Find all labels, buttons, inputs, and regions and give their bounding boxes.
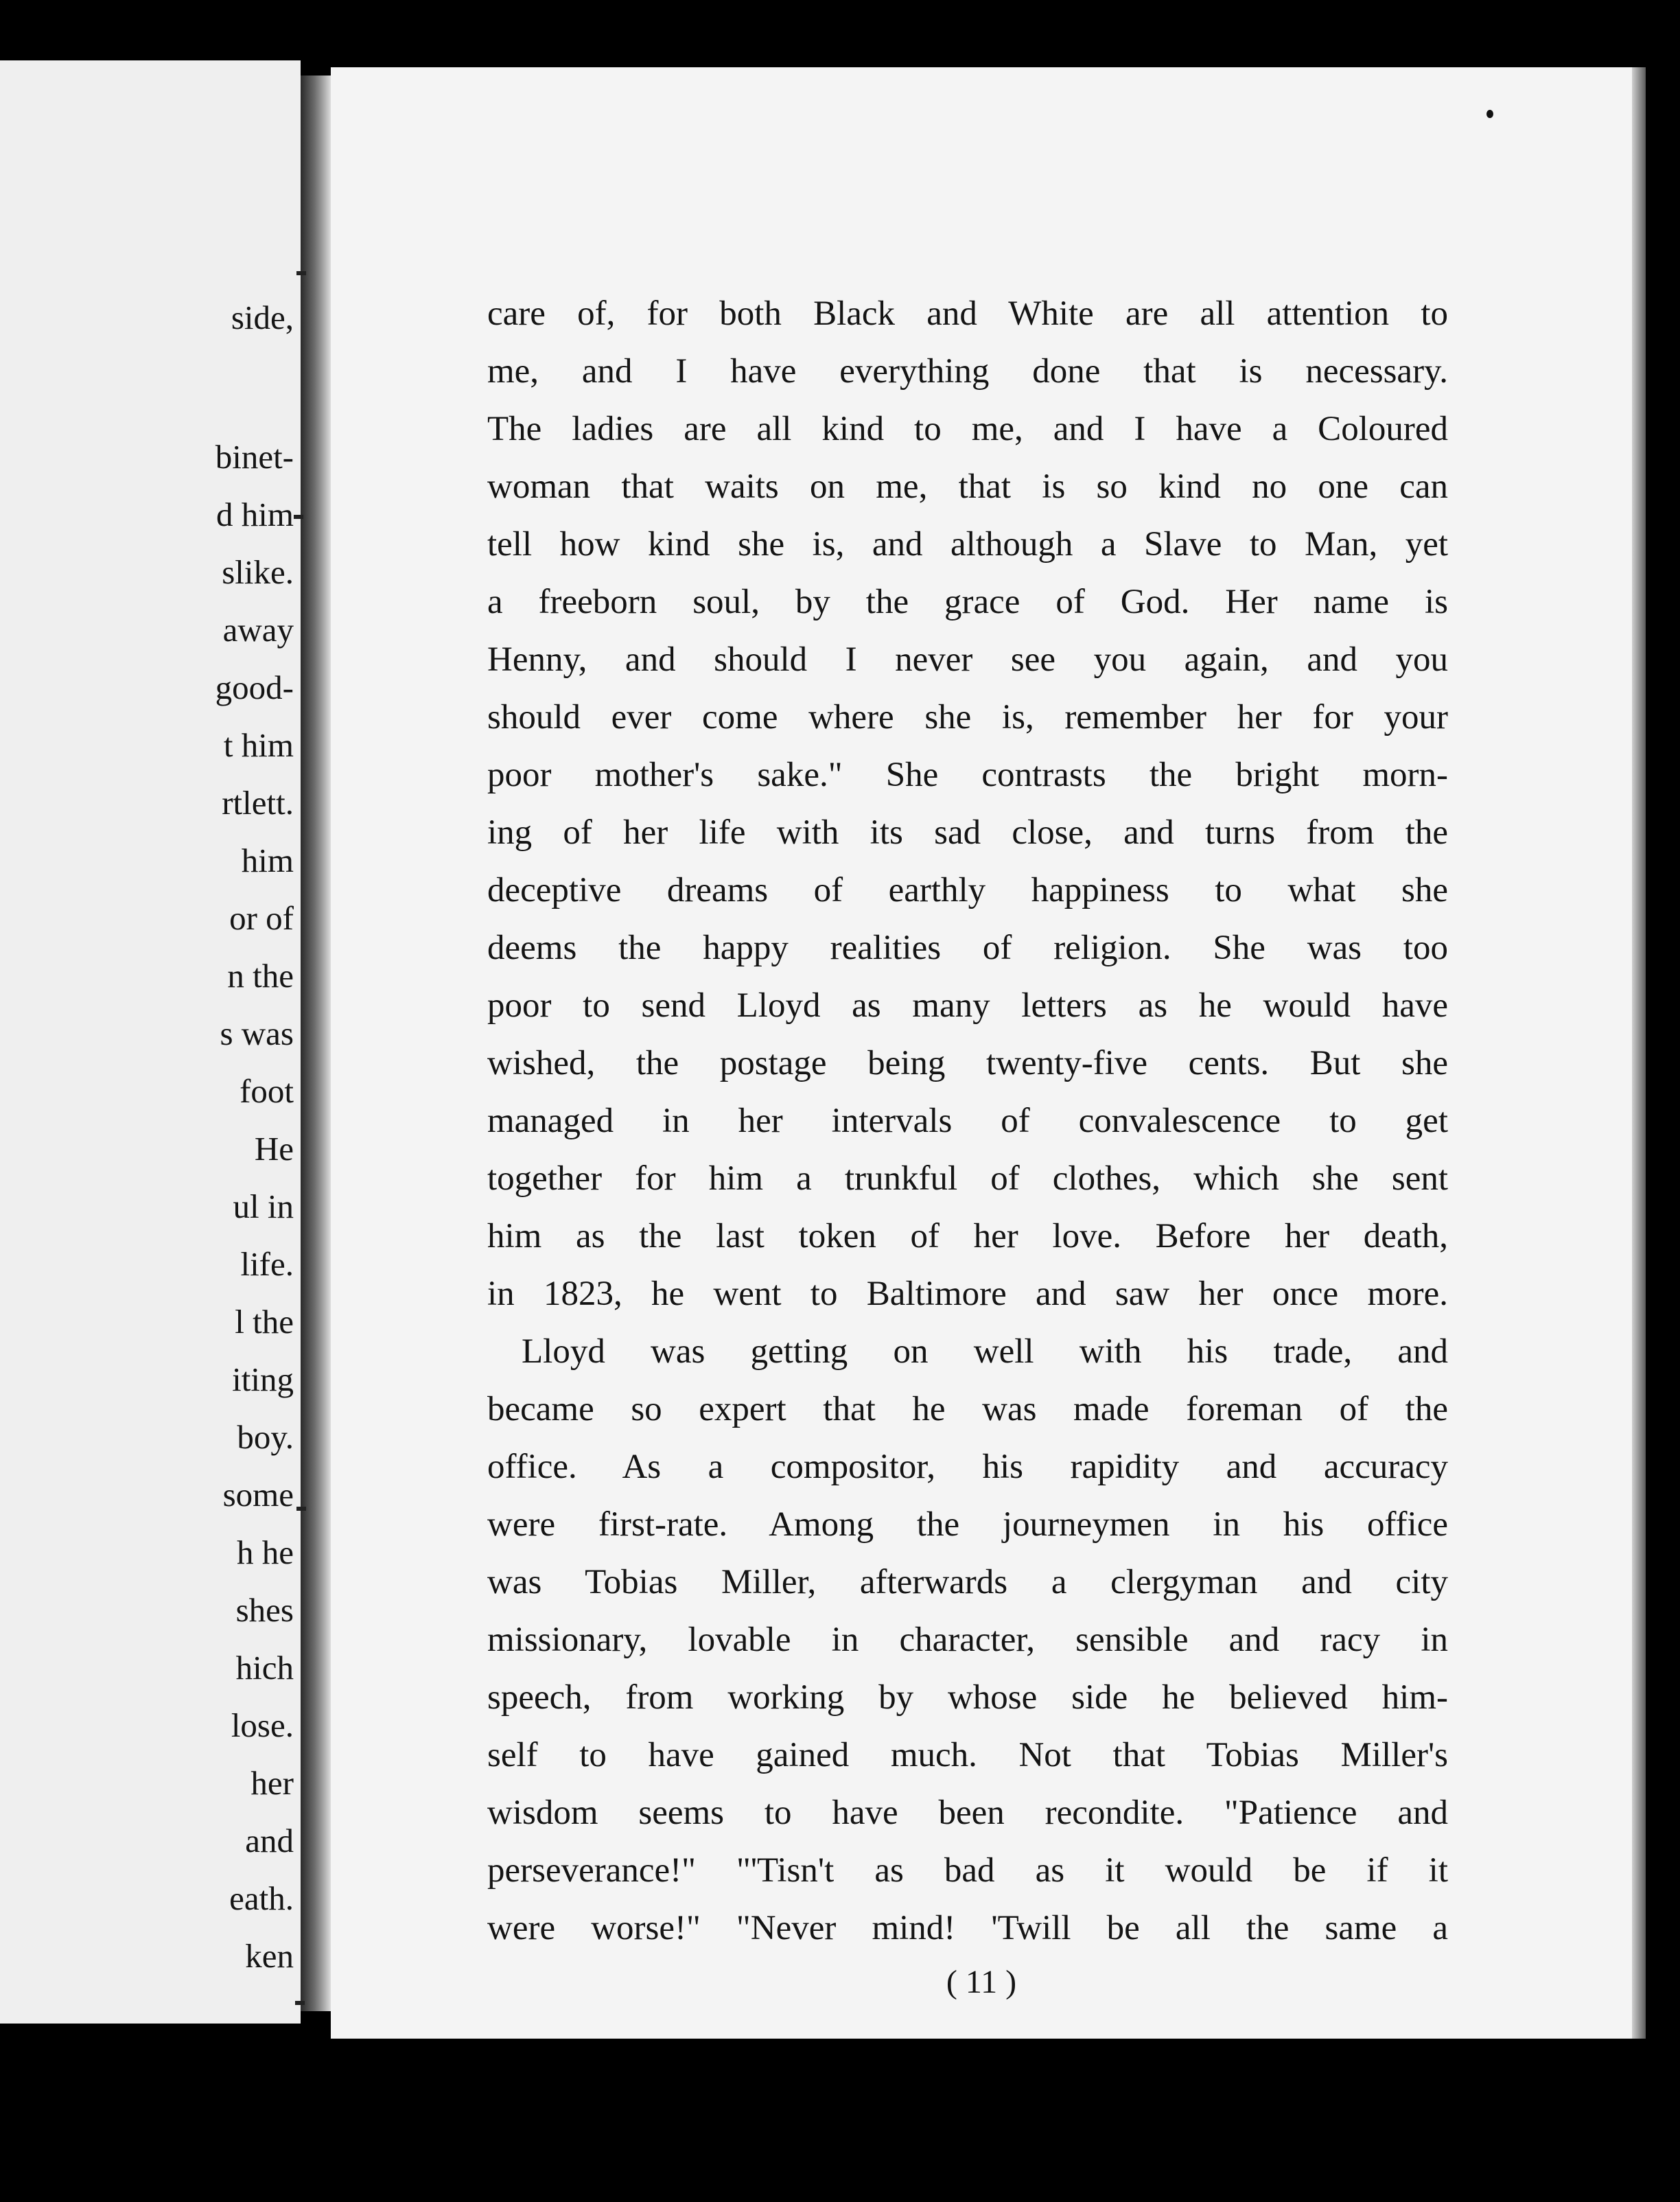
- left-line-fragment: and: [245, 1822, 294, 1859]
- left-line-fragment: lose.: [231, 1706, 294, 1744]
- gutter-mark: [294, 515, 303, 519]
- text-line: office. As a compositor, his rapidity and accuracy: [487, 1448, 1448, 1486]
- left-line-fragment: good-: [215, 669, 294, 706]
- left-line-fragment: rtlett.: [222, 784, 294, 822]
- text-line: The ladies are all kind to me, and I have a Coloured: [487, 410, 1448, 448]
- left-line-fragment: n the: [227, 957, 294, 995]
- gutter-mark: [295, 2001, 305, 2005]
- left-line-fragment: boy.: [237, 1418, 294, 1456]
- text-line: woman that waits on me, that is so kind no one can: [487, 467, 1448, 506]
- page-edge-shadow: [1632, 67, 1646, 2039]
- text-line: was Tobias Miller, afterwards a clergyman and city: [487, 1563, 1448, 1601]
- left-line-fragment: eath.: [229, 1879, 294, 1917]
- left-line-fragment: side,: [231, 299, 294, 336]
- text-line: managed in her intervals of convalescence to get: [487, 1102, 1448, 1140]
- text-line: in 1823, he went to Baltimore and saw her once more.: [487, 1275, 1448, 1313]
- text-line: wished, the postage being twenty-five cents. But she: [487, 1044, 1448, 1082]
- left-line-fragment: He: [254, 1130, 294, 1168]
- left-line-fragment: ken: [245, 1937, 294, 1975]
- text-line: wisdom seems to have been recondite. "Patience and: [487, 1794, 1448, 1832]
- text-line: Lloyd was getting on well with his trade, and: [522, 1332, 1448, 1371]
- page-text-block: [331, 67, 1632, 2039]
- text-line: should ever come where she is, remember her for your: [487, 698, 1448, 737]
- left-line-fragment: or of: [229, 899, 294, 937]
- text-line: ing of her life with its sad close, and turns from the: [487, 813, 1448, 852]
- left-line-fragment: her: [250, 1764, 294, 1802]
- text-line: deceptive dreams of earthly happiness to what she: [487, 871, 1448, 909]
- left-line-fragment: slike.: [222, 553, 294, 591]
- left-line-fragment: away: [222, 611, 294, 649]
- left-line-fragment: shes: [235, 1591, 294, 1629]
- text-line: speech, from working by whose side he believed him-: [487, 1678, 1448, 1717]
- text-line: tell how kind she is, and although a Slave to Man, yet: [487, 525, 1448, 564]
- text-line: Henny, and should I never see you again, and you: [487, 640, 1448, 679]
- left-line-fragment: binet-: [215, 438, 294, 476]
- left-line-fragment: l the: [235, 1303, 294, 1341]
- text-line: me, and I have everything done that is necessary.: [487, 352, 1448, 391]
- text-line: poor to send Lloyd as many letters as he would have: [487, 986, 1448, 1025]
- left-line-fragment: h he: [237, 1533, 294, 1571]
- left-line-fragment: t him: [223, 726, 294, 764]
- left-line-fragment: life.: [240, 1245, 294, 1283]
- text-line: care of, for both Black and White are all attention to: [487, 294, 1448, 333]
- page-number: ( 11 ): [946, 1964, 1017, 2000]
- left-line-fragment: s was: [220, 1015, 294, 1052]
- text-line: deems the happy realities of religion. She was too: [487, 929, 1448, 967]
- text-line: were first-rate. Among the journeymen in his office: [487, 1505, 1448, 1544]
- text-line: missionary, lovable in character, sensible and racy in: [487, 1621, 1448, 1659]
- text-line: poor mother's sake." She contrasts the bright morn-: [487, 756, 1448, 794]
- left-page: [0, 60, 301, 2024]
- left-line-fragment: some: [222, 1476, 294, 1514]
- gutter-mark: [296, 271, 306, 275]
- left-line-fragment: foot: [240, 1072, 294, 1110]
- left-line-fragment: d him: [216, 496, 294, 533]
- text-line: were worse!" "Never mind! 'Twill be all the same a: [487, 1909, 1448, 1947]
- text-line: him as the last token of her love. Before her death,: [487, 1217, 1448, 1255]
- left-line-fragment: ul in: [233, 1187, 294, 1225]
- gutter-mark: [296, 1507, 306, 1511]
- text-line: a freeborn soul, by the grace of God. Her name is: [487, 583, 1448, 621]
- left-line-fragment: iting: [232, 1360, 294, 1398]
- text-line: self to have gained much. Not that Tobias Miller's: [487, 1736, 1448, 1774]
- left-line-fragment: hich: [235, 1649, 294, 1687]
- text-line: perseverance!" "'Tisn't as bad as it would be if it: [487, 1851, 1448, 1890]
- left-line-fragment: him: [241, 842, 294, 879]
- right-page: [331, 67, 1632, 2039]
- text-line: together for him a trunkful of clothes, which she sent: [487, 1159, 1448, 1198]
- binding-gutter: [301, 76, 331, 2011]
- text-line: became so expert that he was made foreman of the: [487, 1390, 1448, 1428]
